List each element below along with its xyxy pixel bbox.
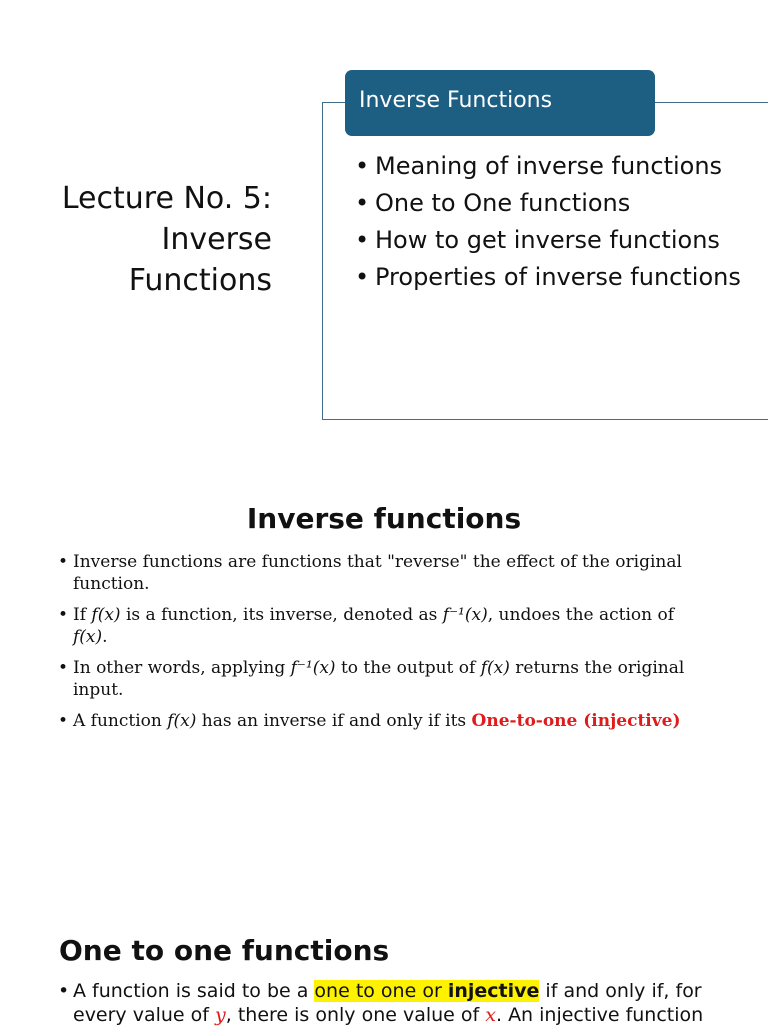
bullet-text: . An injective function bbox=[495, 1004, 704, 1026]
slide-inverse-functions bbox=[0, 450, 768, 870]
topic-header: Inverse Functions bbox=[345, 70, 655, 136]
bullet-text: A function bbox=[73, 711, 168, 731]
list-item bbox=[58, 979, 738, 1027]
bullet-icon: • bbox=[355, 189, 370, 217]
bullet-icon: • bbox=[58, 711, 69, 731]
math-expr: f(x) bbox=[91, 605, 121, 625]
bullet-text: In other words, applying bbox=[73, 658, 291, 678]
bullet-text: . bbox=[102, 627, 108, 647]
bullet-icon: • bbox=[58, 605, 69, 625]
math-var: x bbox=[485, 1004, 496, 1026]
bullet-text: Inverse functions are functions that "reverse" the effect of the original function. bbox=[73, 552, 682, 594]
emphasis-term: One-to-one (injective) bbox=[471, 711, 681, 731]
slide-title: One to one functions bbox=[59, 934, 390, 968]
bullet-list bbox=[58, 551, 708, 741]
bullet-icon: • bbox=[355, 263, 370, 291]
slide-one-to-one bbox=[0, 880, 768, 1024]
slide-lecture-intro bbox=[0, 0, 768, 440]
topic-item bbox=[355, 261, 755, 294]
bullet-icon: • bbox=[355, 152, 370, 180]
topic-item-label: How to get inverse functions bbox=[375, 226, 720, 254]
bullet-icon: • bbox=[58, 552, 69, 572]
topic-item bbox=[355, 150, 755, 183]
topic-list bbox=[355, 150, 755, 298]
bullet-text: , undoes the action of bbox=[487, 605, 675, 625]
highlighted-term: injective bbox=[447, 980, 540, 1002]
slide-title: Inverse functions bbox=[246, 502, 522, 536]
bullet-icon: • bbox=[355, 226, 370, 254]
bullet-icon: • bbox=[58, 658, 69, 678]
bullet-text: If bbox=[73, 605, 92, 625]
highlighted-text: one to one or bbox=[314, 980, 448, 1002]
list-item bbox=[58, 604, 708, 648]
math-expr: f(x) bbox=[167, 711, 197, 731]
bullet-icon: • bbox=[58, 980, 70, 1002]
lecture-title-line: Lecture No. 5: bbox=[61, 181, 272, 217]
bullet-text: returns the original input. bbox=[73, 658, 685, 700]
list-item bbox=[58, 710, 708, 732]
bullet-text: A function is said to be a bbox=[73, 980, 315, 1002]
lecture-title bbox=[12, 178, 272, 301]
bullet-text: is a function, its inverse, denoted as bbox=[120, 605, 443, 625]
math-var: y bbox=[215, 1004, 226, 1026]
math-expr: f⁻¹(x) bbox=[290, 658, 336, 678]
topic-item bbox=[355, 224, 755, 257]
lecture-title-line: Inverse bbox=[161, 222, 272, 258]
bullet-text: has an inverse if and only if its bbox=[196, 711, 472, 731]
bullet-text: , there is only one value of bbox=[225, 1004, 486, 1026]
bullet-text: if and only if, for every value of bbox=[73, 980, 702, 1026]
list-item bbox=[58, 657, 708, 701]
topic-item bbox=[355, 187, 755, 220]
list-item bbox=[58, 551, 708, 595]
math-expr: f(x) bbox=[73, 627, 103, 647]
topic-item-label: Properties of inverse functions bbox=[375, 263, 741, 291]
bullet-list bbox=[58, 979, 738, 1027]
lecture-title-line: Functions bbox=[128, 263, 272, 299]
math-expr: f(x) bbox=[480, 658, 510, 678]
bullet-text: to the output of bbox=[335, 658, 481, 678]
topic-item-label: One to One functions bbox=[375, 189, 631, 217]
topic-item-label: Meaning of inverse functions bbox=[375, 152, 723, 180]
math-expr: f⁻¹(x) bbox=[442, 605, 488, 625]
